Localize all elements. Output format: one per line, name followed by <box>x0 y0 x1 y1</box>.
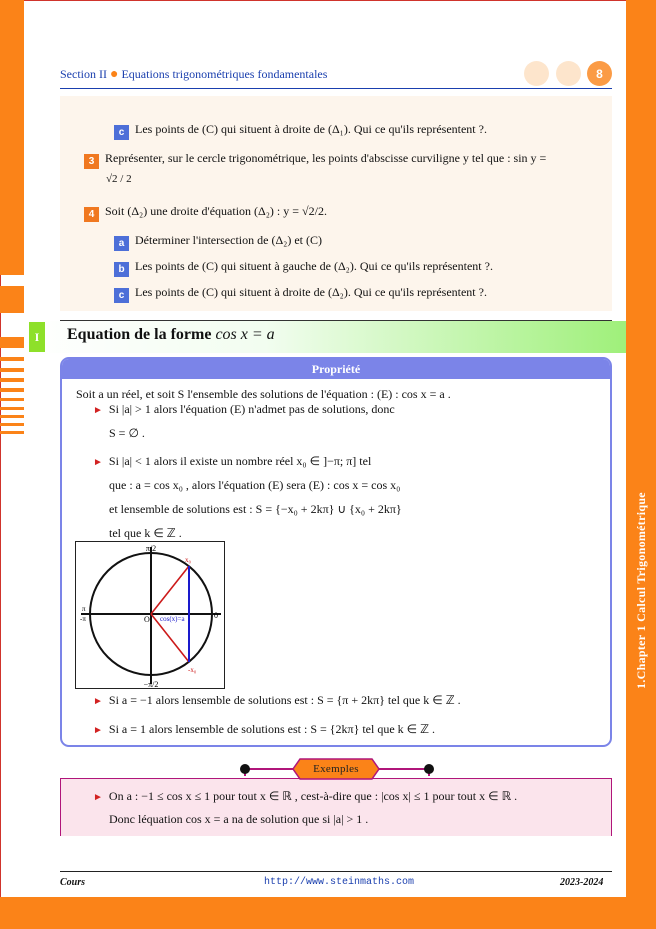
item-label: 4 <box>84 207 99 222</box>
triangle-bullet-icon: ► <box>93 405 103 416</box>
exercise-item-c2 <box>114 284 487 303</box>
examples-dot <box>424 764 434 774</box>
property-case1-result: S = ∅ . <box>109 426 145 440</box>
property-case4 <box>93 722 435 737</box>
left-orange-strip <box>0 0 24 275</box>
triangle-bullet-icon: ► <box>93 696 103 707</box>
label-x0: x₀ <box>185 556 191 564</box>
property-case2-line2: que : a = cos x₀ , alors l'équation (E) sera (E) : cos x = cos x₀ <box>109 478 401 492</box>
examples-badge <box>292 758 380 780</box>
property-heading: Propriété <box>62 359 610 379</box>
examples-box <box>60 778 612 836</box>
label-left-top: π <box>82 605 86 613</box>
exercise-item-3 <box>84 150 604 169</box>
section-title-text: Equation de la forme <box>67 326 212 343</box>
label-cos: cos(x)=a <box>160 615 185 623</box>
left-orange-stripe <box>0 415 24 418</box>
footer-right: 2023-2024 <box>560 877 604 888</box>
left-orange-stripe <box>0 368 24 372</box>
item-text: Déterminer l'intersection de (Δ₂) et (C) <box>135 233 322 247</box>
case3-text: Si a = −1 alors lensemble de solutions est : S = {π + 2kπ} tel que k ∈ ℤ . <box>108 693 461 707</box>
item-label: c <box>114 125 129 140</box>
footer-link[interactable]: http://www.steinmaths.com <box>264 877 415 888</box>
item-label: a <box>114 236 129 251</box>
header-section: Section II <box>60 67 107 81</box>
section-title <box>67 326 275 344</box>
case2-text: Si |a| < 1 alors il existe un nombre réel x₀ ∈ ]−π; π] tel <box>108 454 372 468</box>
examples-line1 <box>93 789 517 804</box>
property-case2 <box>93 454 371 469</box>
item-text: Représenter, sur le cercle trigonométrique, les points d'abscisse curviligne y tel que : sin y = <box>105 151 547 165</box>
left-orange-block <box>0 286 24 313</box>
property-case1 <box>93 402 395 417</box>
radius-x0 <box>151 566 189 614</box>
left-orange-stripe <box>0 357 24 361</box>
exercise-item-a <box>114 232 322 251</box>
section-title-math: cos x = a <box>215 326 275 343</box>
footer-left: Cours <box>60 877 86 888</box>
item-label: b <box>114 262 129 277</box>
exercise-item-c1 <box>114 121 487 140</box>
examples-line1-text: On a : −1 ≤ cos x ≤ 1 pour tout x ∈ ℝ , cest-à-dire que : |cos x| ≤ 1 pour tout x ∈ ℝ . <box>108 789 518 803</box>
label-origin: O <box>144 615 150 624</box>
property-case3 <box>93 693 461 708</box>
left-orange-stripe <box>0 407 24 410</box>
exercise-item-3-fraction: √2 / 2 <box>106 173 132 185</box>
label-left-bottom: -π <box>80 615 86 623</box>
bottom-orange-strip <box>0 897 656 929</box>
triangle-bullet-icon: ► <box>93 457 103 468</box>
item-text: Les points de (C) qui situent à droite de (Δ₁). Qui ce qu'ils représentent ?. <box>135 122 487 136</box>
examples-dot <box>240 764 250 774</box>
page-number: 8 <box>587 61 612 86</box>
property-intro: Soit a un réel, et soit S l'ensemble des solutions de l'équation : (E) : cos x = a . <box>76 387 451 401</box>
section-number: I <box>29 322 45 352</box>
trig-circle-svg <box>76 542 226 690</box>
label-right: 0 <box>214 611 218 620</box>
examples-line2: Donc léquation cos x = a na de solution que si |a| > 1 . <box>109 812 369 826</box>
property-case2-line3: et lensemble de solutions est : S = {−x₀ + 2kπ} ∪ {x₀ + 2kπ} <box>109 502 402 516</box>
footer-rule <box>60 871 612 872</box>
header-rule <box>60 88 612 89</box>
header-circle <box>524 61 549 86</box>
bullet-dot-icon: ● <box>110 67 119 82</box>
header-circle <box>556 61 581 86</box>
left-orange-block <box>0 337 24 348</box>
label-bottom: −π/2 <box>143 680 159 689</box>
side-chapter-title-text: 1.Chapter 1 Calcul Trigonométrique <box>633 491 648 689</box>
left-orange-stripe <box>0 423 24 426</box>
left-orange-stripe <box>0 398 24 401</box>
item-text: Soit (Δ₂) une droite d'équation (Δ₂) : y = √2/2. <box>105 204 327 218</box>
property-case2-line4: tel que k ∈ ℤ . <box>109 526 182 540</box>
exercise-item-b <box>114 258 493 277</box>
left-orange-stripe <box>0 431 24 434</box>
item-label: c <box>114 288 129 303</box>
case4-text: Si a = 1 alors lensemble de solutions est : S = {2kπ} tel que k ∈ ℤ . <box>108 722 436 736</box>
examples-badge-text: Exemples <box>313 763 359 775</box>
left-orange-stripe <box>0 378 24 382</box>
label-top: π/2 <box>145 544 157 553</box>
side-chapter-title <box>626 440 656 740</box>
triangle-bullet-icon: ► <box>93 725 103 736</box>
item-text: Les points de (C) qui situent à droite de (Δ₂). Qui ce qu'ils représentent ?. <box>135 285 487 299</box>
header-title: Equations trigonométriques fondamentales <box>121 67 328 81</box>
item-label: 3 <box>84 154 99 169</box>
label-minus-x0: -x₀ <box>188 666 197 674</box>
trig-circle-figure <box>75 541 225 689</box>
item-text: Les points de (C) qui situent à gauche de (Δ₂). Qui ce qu'ils représentent ?. <box>135 259 493 273</box>
triangle-bullet-icon: ► <box>93 792 103 803</box>
left-orange-stripe <box>0 388 24 392</box>
case1-text: Si |a| > 1 alors l'équation (E) n'admet pas de solutions, donc <box>108 402 395 416</box>
exercise-item-4 <box>84 203 327 222</box>
